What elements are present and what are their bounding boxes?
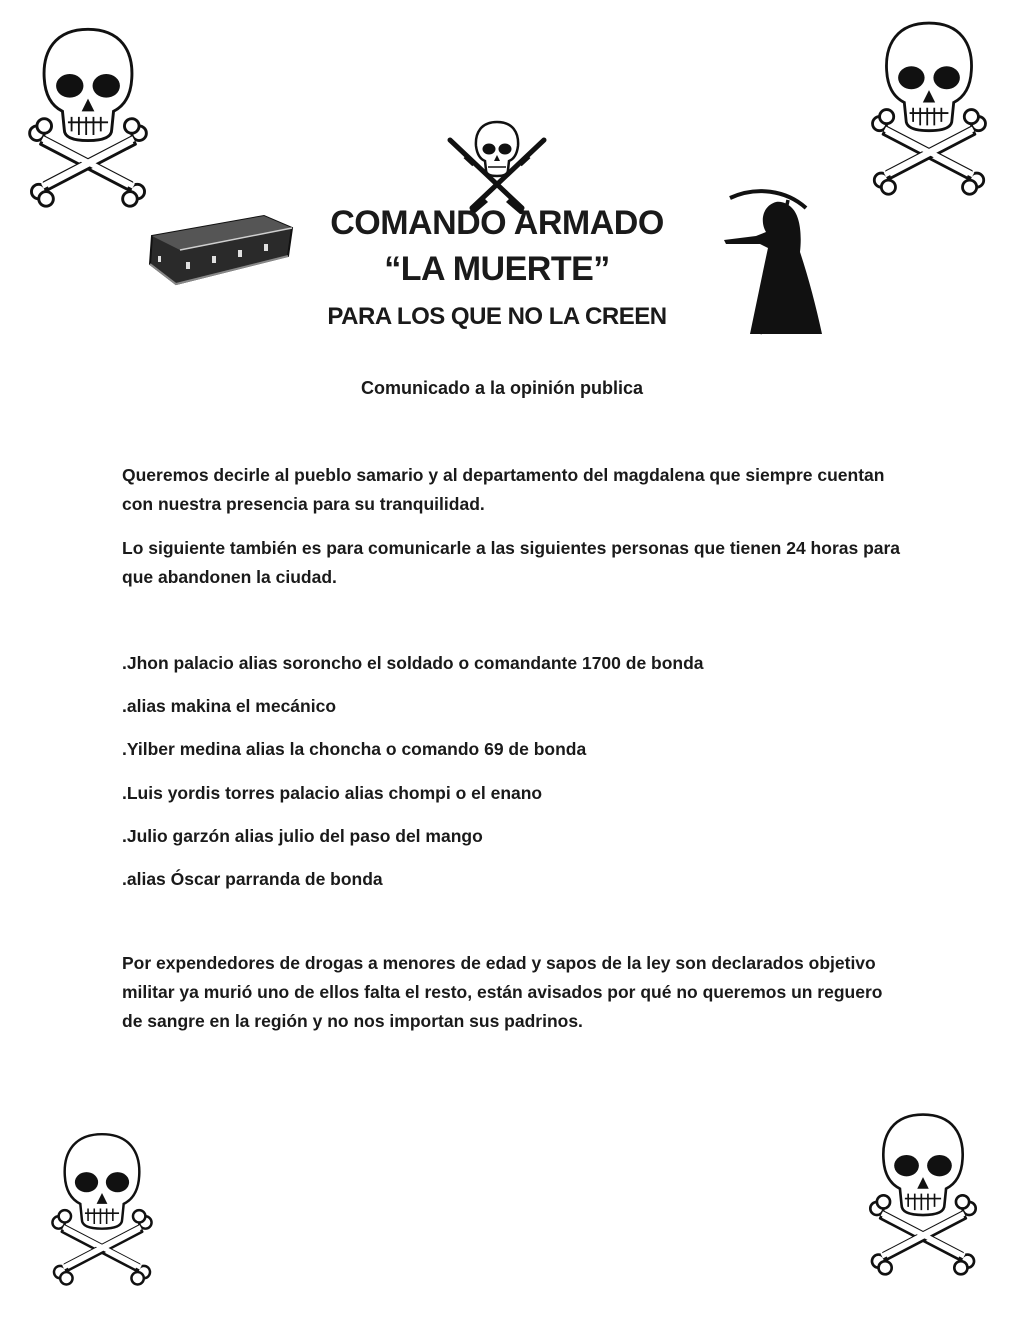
paragraph-1: Queremos decirle al pueblo samario y al departamento del magdalena que siempre cuentan con nuestra presencia para su tranquilidad. <box>122 465 885 514</box>
title-line-2: “LA MUERTE” <box>384 250 610 288</box>
skull-with-crossed-rifles-icon <box>444 118 550 214</box>
target-list <box>122 649 704 908</box>
paragraph-2: Lo siguiente también es para comunicarle a las siguientes personas que tienen 24 horas para que abandonen la ciudad. <box>122 538 901 587</box>
list-item: .alias Óscar parranda de bonda <box>122 868 383 889</box>
skull-and-crossbones-icon <box>858 16 1000 196</box>
list-item: .alias makina el mecánico <box>122 696 337 717</box>
list-item: .Yilber medina alias la choncha o comando 69 de bonda <box>122 739 587 760</box>
paragraph-3: Por expendedores de drogas a menores de edad y sapos de la ley son declarados objetivo militar ya murió uno de ellos falta el resto, están avisados por qué no queremos un reguero de sangre en la región y no nos importan sus padrinos. <box>122 953 883 1031</box>
title-line-3: PARA LOS QUE NO LA CREEN <box>327 303 667 330</box>
list-item: .Luis yordis torres palacio alias chompi o el enano <box>122 782 543 803</box>
skull-and-crossbones-icon <box>20 22 156 208</box>
document-subject: Comunicado a la opinión publica <box>360 378 643 398</box>
skull-and-crossbones-icon <box>856 1108 990 1276</box>
grim-reaper-icon <box>716 186 824 336</box>
title-line-1: COMANDO ARMADO <box>330 204 664 242</box>
skull-and-crossbones-icon <box>40 1128 164 1286</box>
list-item: .Julio garzón alias julio del paso del mango <box>122 825 483 846</box>
coffin-icon <box>146 210 296 290</box>
list-item: .Jhon palacio alias soroncho el soldado o comandante 1700 de bonda <box>122 653 704 673</box>
